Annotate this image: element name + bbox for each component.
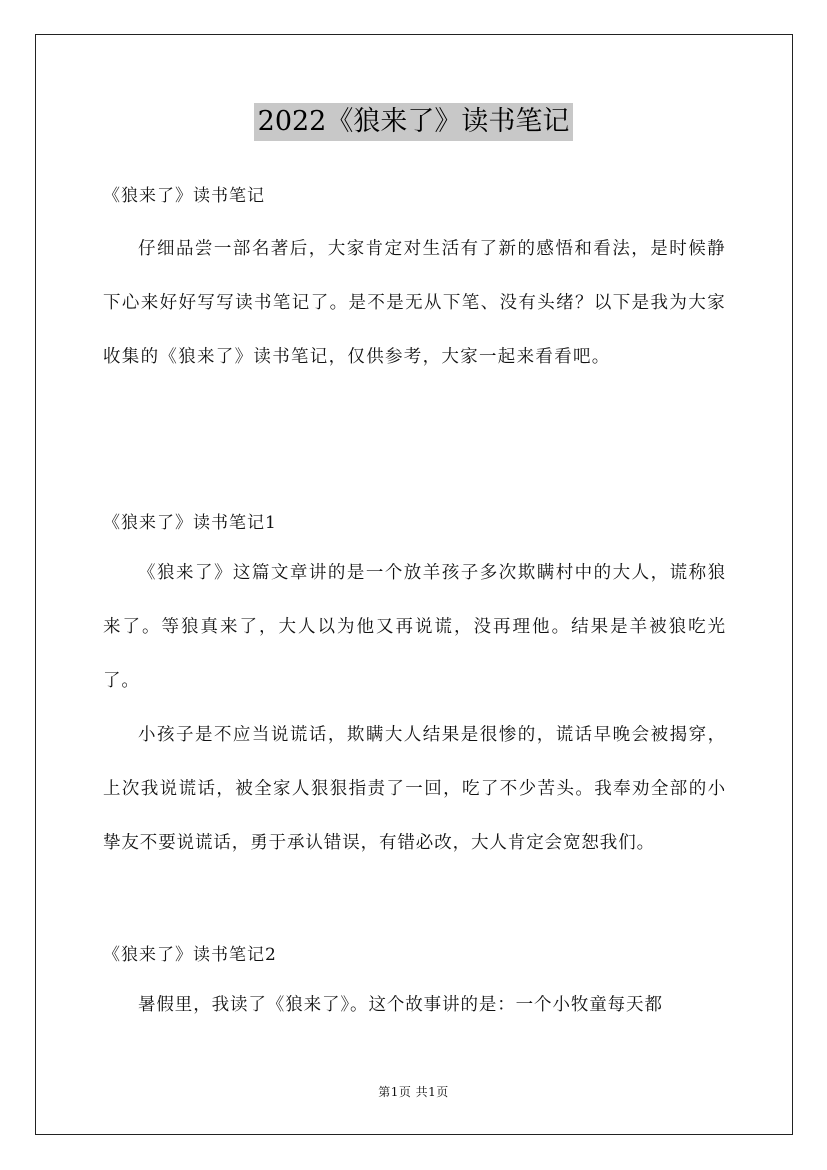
section2-heading: 《狼来了》读书笔记2 — [103, 945, 277, 965]
section1-paragraph-1: 《狼来了》这篇文章讲的是一个放羊孩子多次欺瞒村中的大人，谎称狼来了。等狼真来了，大人以为他又再说谎，没再理他。结果是羊被狼吃光了。 — [103, 563, 726, 691]
document-title: 2022《狼来了》读书笔记 — [254, 103, 574, 141]
section1-heading: 《狼来了》读书笔记1 — [103, 513, 277, 533]
section2-paragraph-1: 暑假里，我读了《狼来了》。这个故事讲的是：一个小牧童每天都 — [138, 995, 663, 1015]
intro-paragraph: 仔细品尝一部名著后，大家肯定对生活有了新的感悟和看法，是时候静下心来好好写写读书笔记了。是不是无从下笔、没有头绪？以下是我为大家收集的《狼来了》读书笔记，仅供参考，大家一起来看看吧。 — [103, 239, 726, 367]
intro-heading: 《狼来了》读书笔记 — [103, 186, 265, 206]
title-container — [0, 103, 827, 141]
page-footer: 第1页 共1页 — [378, 1085, 449, 1099]
section1-paragraph-2: 小孩子是不应当说谎话，欺瞒大人结果是很惨的，谎话早晚会被揭穿，上次我说谎话，被全家人狠狠指责了一回，吃了不少苦头。我奉劝全部的小挚友不要说谎话，勇于承认错误，有错必改，大人肯定会宽恕我们。 — [103, 725, 726, 853]
